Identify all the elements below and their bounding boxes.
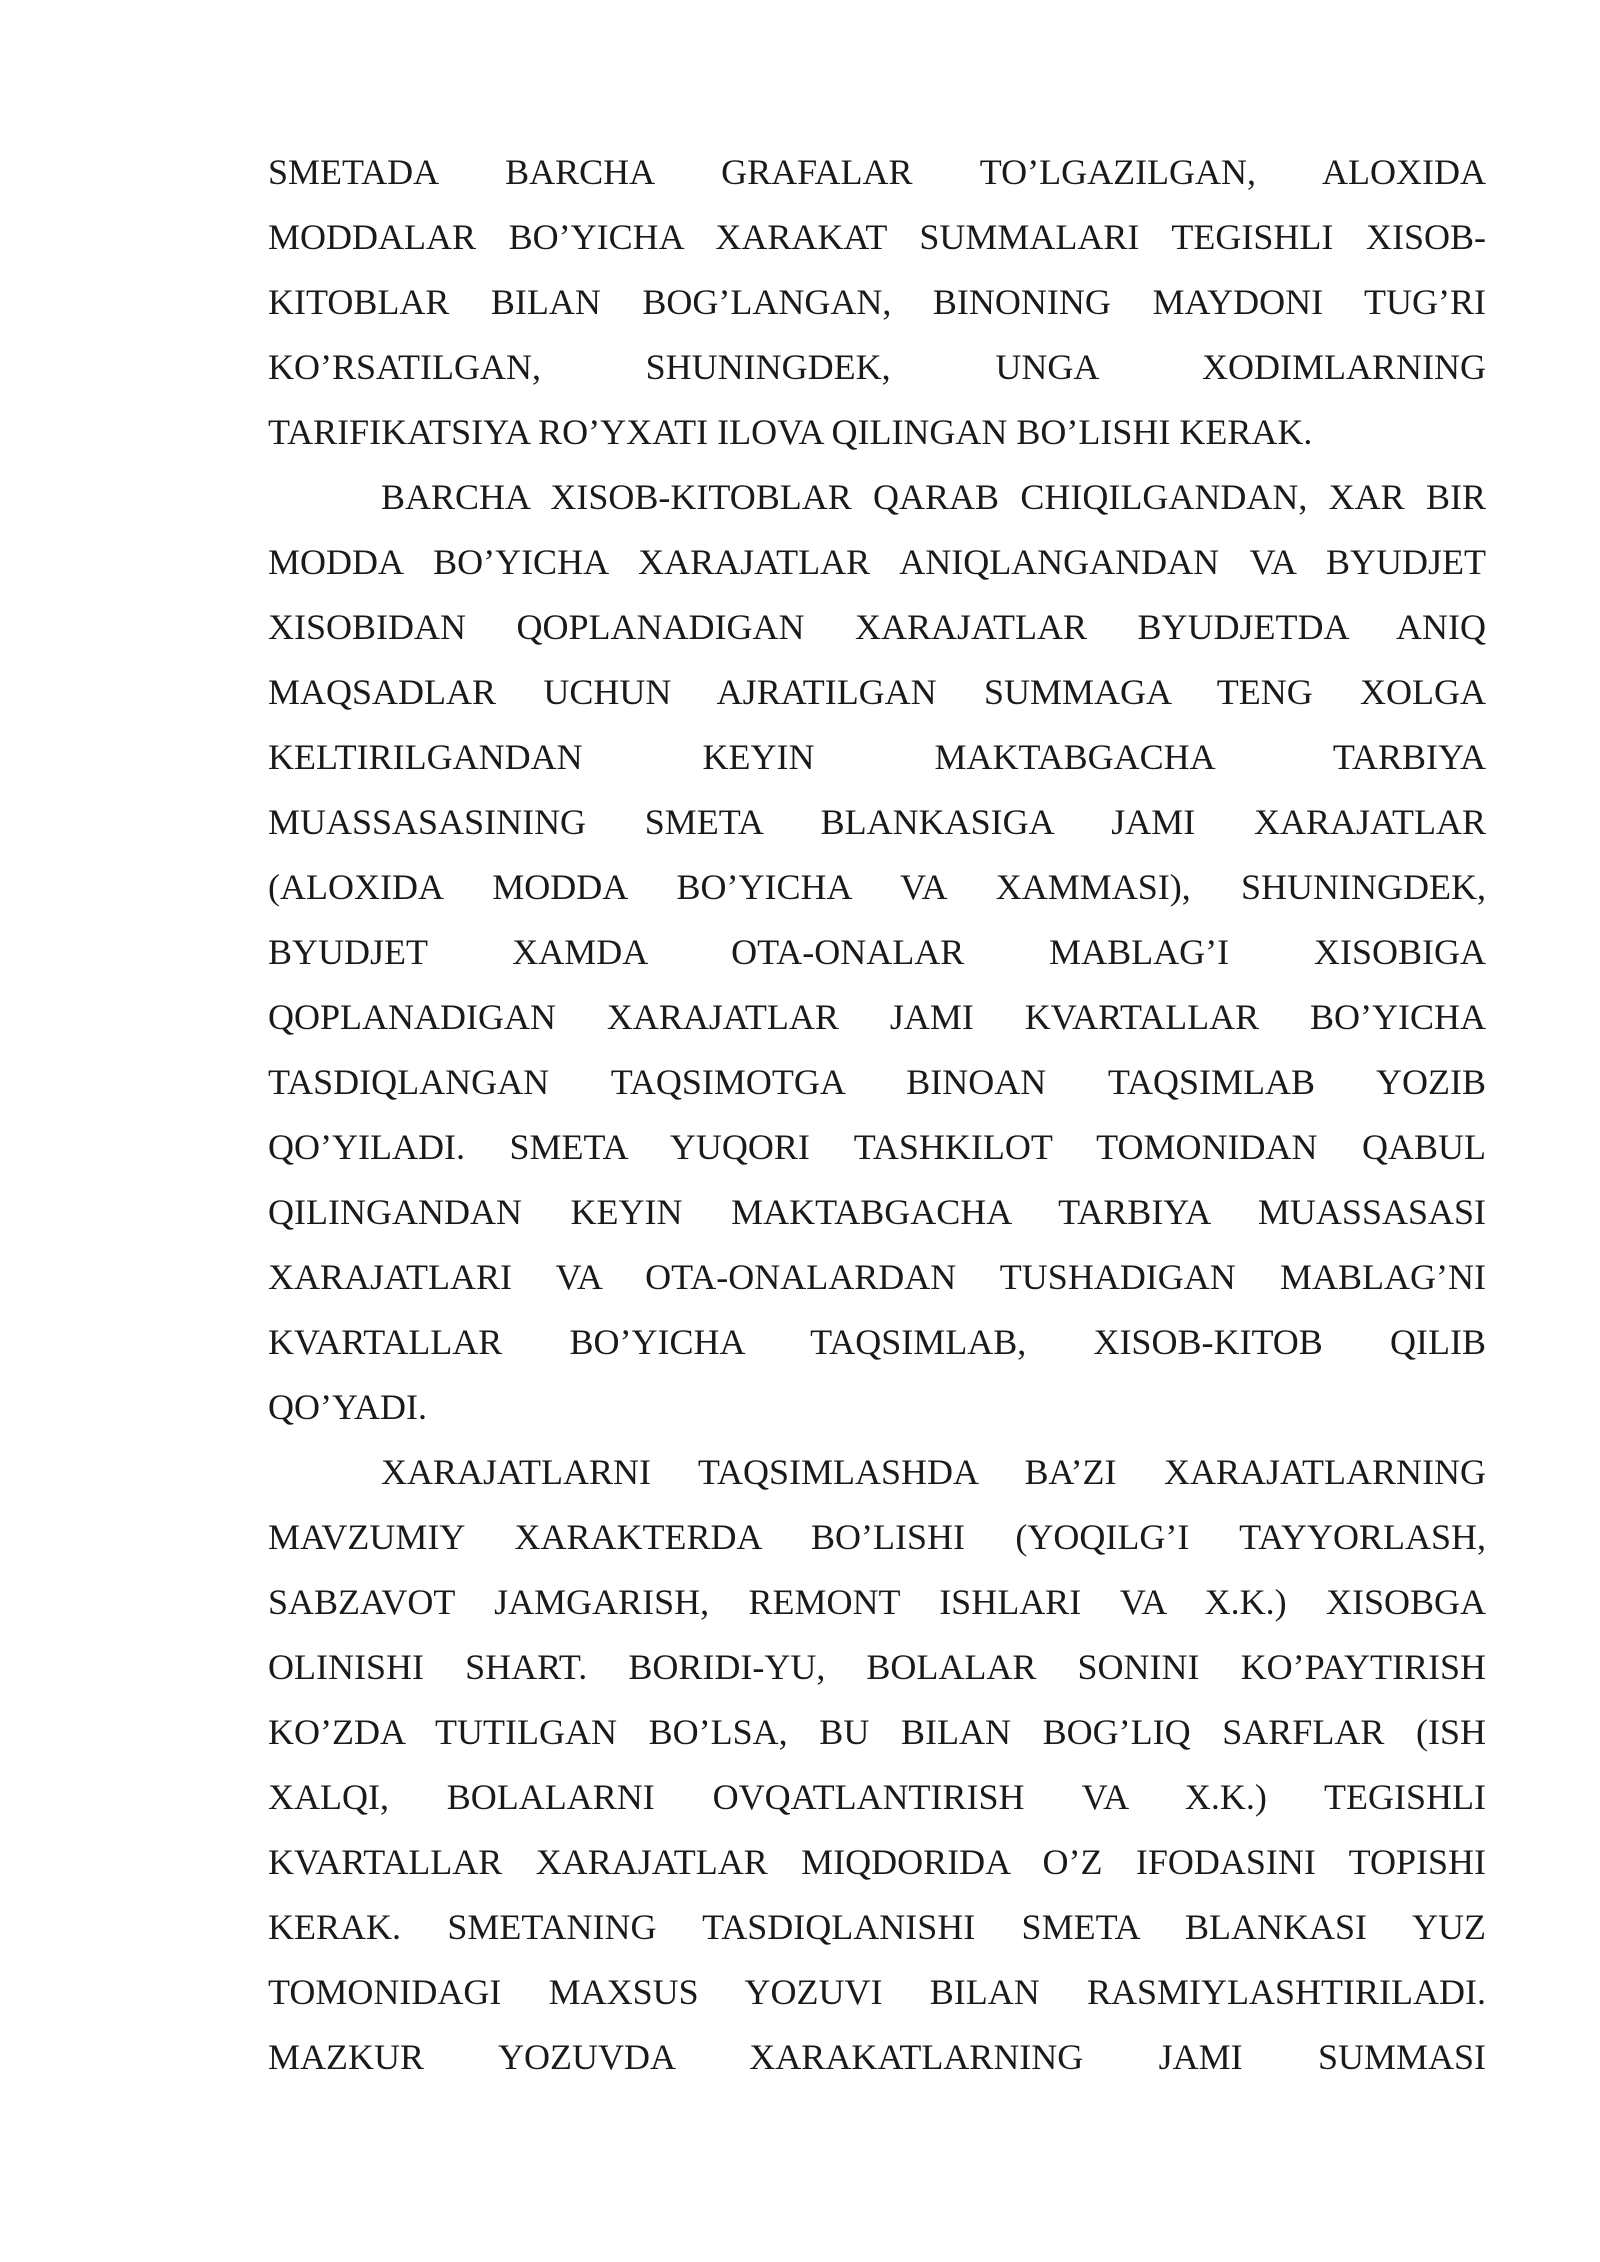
text-line: MUASSASASINING SMETA BLANKASIGA JAMI XARAJATLAR — [268, 802, 1486, 842]
text-line: QO’YADI. — [268, 1387, 427, 1427]
text-line: KERAK. SMETANING TASDIQLANISHI SMETA BLANKASI YUZ — [268, 1907, 1486, 1947]
text-line: XARAJATLARNI TAQSIMLASHDA BA’ZI XARAJATLARNING — [381, 1452, 1486, 1492]
text-line: KVARTALLAR BO’YICHA TAQSIMLAB, XISOB-KITOB QILIB — [268, 1322, 1486, 1362]
text-line: KO’RSATILGAN, SHUNINGDEK, UNGA XODIMLARNING — [268, 347, 1486, 387]
document-body — [268, 140, 1486, 2090]
text-line: TASDIQLANGAN TAQSIMOTGA BINOAN TAQSIMLAB YOZIB — [268, 1062, 1486, 1102]
text-line: XISOBIDAN QOPLANADIGAN XARAJATLAR BYUDJETDA ANIQ — [268, 607, 1486, 647]
text-line: TARIFIKATSIYA RO’YXATI ILOVA QILINGAN BO’LISHI KERAK. — [268, 412, 1313, 452]
text-line: QOPLANADIGAN XARAJATLAR JAMI KVARTALLAR BO’YICHA — [268, 997, 1486, 1037]
text-line: KITOBLAR BILAN BOG’LANGAN, BINONING MAYDONI TUG’RI — [268, 282, 1486, 322]
text-line: KVARTALLAR XARAJATLAR MIQDORIDA O’Z IFODASINI TOPISHI — [268, 1842, 1486, 1882]
text-line: MAVZUMIY XARAKTERDA BO’LISHI (YOQILG’I TAYYORLASH, — [268, 1517, 1486, 1557]
text-line: TOMONIDAGI MAXSUS YOZUVI BILAN RASMIYLASHTIRILADI. — [268, 1972, 1486, 2012]
text-line: OLINISHI SHART. BORIDI-YU, BOLALAR SONINI KO’PAYTIRISH — [268, 1647, 1486, 1687]
text-line: MAZKUR YOZUVDA XARAKATLARNING JAMI SUMMASI — [268, 2037, 1486, 2077]
text-line: KELTIRILGANDAN KEYIN MAKTABGACHA TARBIYA — [268, 737, 1486, 777]
text-line: QO’YILADI. SMETA YUQORI TASHKILOT TOMONIDAN QABUL — [268, 1127, 1486, 1167]
text-line: BYUDJET XAMDA OTA-ONALAR MABLAG’I XISOBIGA — [268, 932, 1486, 972]
text-line: SABZAVOT JAMGARISH, REMONT ISHLARI VA X.K.) XISOBGA — [268, 1582, 1486, 1622]
text-line: BARCHA XISOB-KITOBLAR QARAB CHIQILGANDAN, XAR BIR — [381, 477, 1486, 517]
text-line: XARAJATLARI VA OTA-ONALARDAN TUSHADIGAN MABLAG’NI — [268, 1257, 1486, 1297]
text-line: XALQI, BOLALARNI OVQATLANTIRISH VA X.K.) TEGISHLI — [268, 1777, 1486, 1817]
text-line: SMETADA BARCHA GRAFALAR TO’LGAZILGAN, ALOXIDA — [268, 152, 1486, 192]
text-line: MODDALAR BO’YICHA XARAKAT SUMMALARI TEGISHLI XISOB- — [268, 217, 1486, 257]
text-line: MODDA BO’YICHA XARAJATLAR ANIQLANGANDAN VA BYUDJET — [268, 542, 1486, 582]
text-line: MAQSADLAR UCHUN AJRATILGAN SUMMAGA TENG XOLGA — [268, 672, 1486, 712]
text-line: QILINGANDAN KEYIN MAKTABGACHA TARBIYA MUASSASASI — [268, 1192, 1486, 1232]
text-line: KO’ZDA TUTILGAN BO’LSA, BU BILAN BOG’LIQ SARFLAR (ISH — [268, 1712, 1486, 1752]
text-line: (ALOXIDA MODDA BO’YICHA VA XAMMASI), SHUNINGDEK, — [268, 867, 1486, 907]
